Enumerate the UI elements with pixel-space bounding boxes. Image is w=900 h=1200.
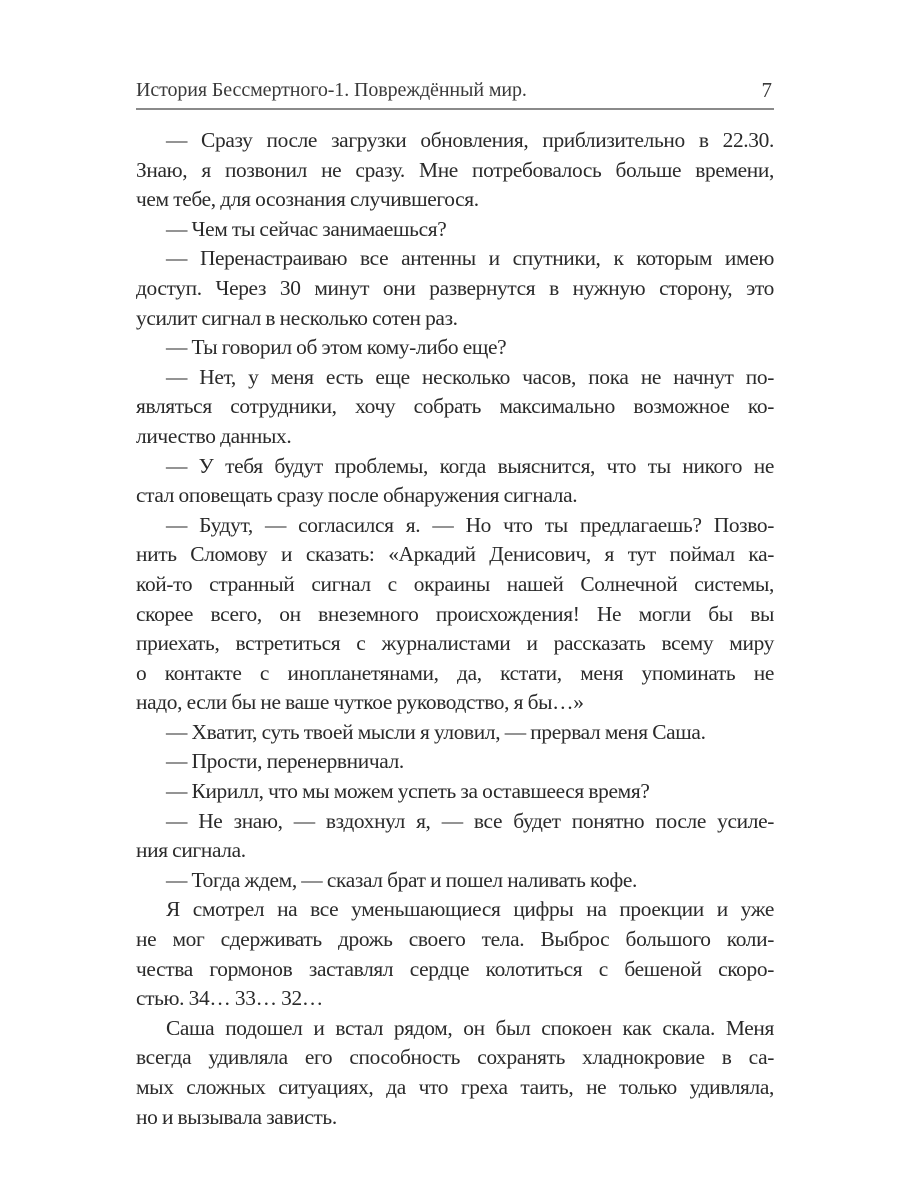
text-line: о контакте с инопланетянами, да, кстати, меня упоминать не (136, 660, 774, 685)
text-line: — Хватит, суть твоей мысли я уловил, — прервал меня Саша. (166, 719, 706, 744)
text-line: Знаю, я позвонил не сразу. Мне потребовалось больше времени, (136, 157, 774, 182)
text-line: — Нет, у меня есть еще несколько часов, пока не начнут по- (166, 364, 774, 389)
text-line: — Кирилл, что мы можем успеть за оставшееся время? (166, 779, 650, 804)
text-line: нить Сломову и сказать: «Аркадий Денисович, я тут поймал ка- (136, 542, 774, 567)
page-number: 7 (761, 78, 772, 102)
text-line: кой-то странный сигнал с окраины нашей Солнечной системы, (136, 571, 774, 596)
text-line: — Не знаю, — вздохнул я, — все будет понятно после усиле- (166, 808, 774, 833)
text-line: не мог сдерживать дрожь своего тела. Выброс большого коли- (136, 927, 774, 952)
text-line: — Тогда ждем, — сказал брат и пошел наливать кофе. (166, 867, 637, 892)
body-text (136, 126, 774, 1132)
text-line: чем тебе, для осознания случившегося. (136, 187, 479, 212)
text-line: приехать, встретиться с журналистами и рассказать всему миру (136, 631, 774, 656)
text-line: — У тебя будут проблемы, когда выяснится, что ты никого не (166, 453, 774, 478)
text-line: надо, если бы не ваше чуткое руководство, я бы…» (136, 690, 584, 715)
book-page (136, 78, 774, 1132)
text-line: Я смотрел на все уменьшающиеся цифры на проекции и уже (166, 897, 774, 922)
text-line: — Будут, — согласился я. — Но что ты предлагаешь? Позво- (166, 512, 774, 537)
text-line: Саша подошел и встал рядом, он был спокоен как скала. Меня (166, 1015, 774, 1040)
text-line: ния сигнала. (136, 838, 246, 863)
running-head (136, 78, 774, 110)
text-line: усилит сигнал в несколько сотен раз. (136, 305, 458, 330)
text-line: мых сложных ситуациях, да что греха таить, не только удивляла, (136, 1075, 774, 1099)
text-line: являться сотрудники, хочу собрать максимально возможное ко- (136, 394, 774, 419)
text-line: доступ. Через 30 минут они развернутся в нужную сторону, это (136, 275, 774, 300)
text-line: — Чем ты сейчас занимаешься? (166, 216, 447, 241)
text-line: чества гормонов заставлял сердце колотиться с бешеной скоро- (136, 956, 774, 981)
book-title: История Бессмертного-1. Повреждённый мир. (136, 79, 527, 101)
text-line: — Прости, перенервничал. (166, 749, 404, 774)
text-line: — Сразу после загрузки обновления, приблизительно в 22.30. (166, 128, 774, 152)
text-line: стал оповещать сразу после обнаружения сигнала. (136, 483, 578, 508)
text-line: всегда удивляла его способность сохранять хладнокровие в са- (136, 1045, 774, 1070)
text-line: личество данных. (136, 423, 292, 448)
text-line: но и вызывала зависть. (136, 1104, 337, 1129)
text-line: стью. 34… 33… 32… (136, 986, 323, 1011)
text-line: — Ты говорил об этом кому-либо еще? (166, 335, 507, 360)
text-line: скорее всего, он внеземного происхождения! Не могли бы вы (136, 601, 774, 626)
text-line: — Перенастраиваю все антенны и спутники, к которым имею (166, 246, 774, 271)
